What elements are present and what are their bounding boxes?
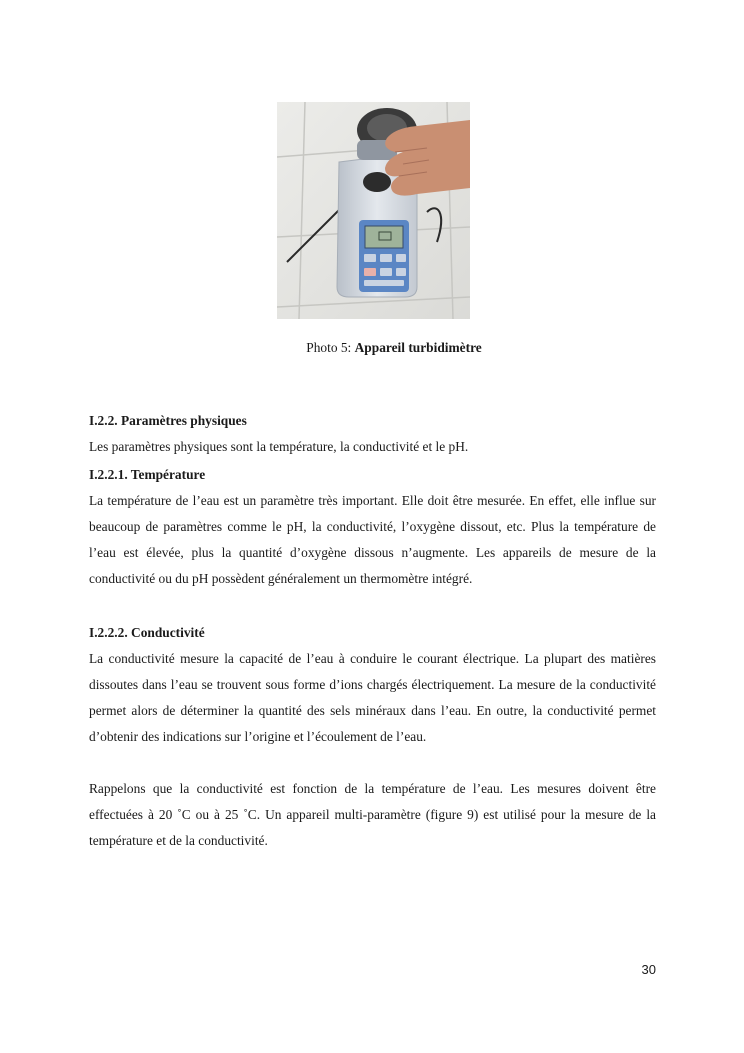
section-intro-text: Les paramètres physiques sont la température, la conductivité et le pH.	[89, 439, 469, 454]
temperature-paragraph-text: La température de l’eau est un paramètre très important. Elle doit être mesurée. En effet, elle influe sur beaucoup de paramètres comme le pH, la conductivité, l’oxygène dissout, etc. Plus la température de l’eau est élevée, plus la quantité d’oxygène dissous n’augmente. Les appareils de mesure de la conductivité ou du pH possèdent généralement un thermomètre intégré.	[89, 493, 656, 586]
figure-caption	[0, 339, 744, 357]
caption-title: Appareil turbidimètre	[354, 340, 482, 355]
conductivity-paragraph-1-text: La conductivité mesure la capacité de l’eau à conduire le courant électrique. La plupart des matières dissoutes dans l’eau se trouvent sous forme d’ions chargés électriquement. La mesure de la conductivité permet alors de déterminer la quantité des sels minéraux dans l’eau. En outre, la conductivité permet d’obtenir des indications sur l’origine et l’écoulement de l’eau.	[89, 651, 656, 744]
temperature-paragraph	[89, 488, 656, 592]
conductivity-heading	[89, 624, 656, 642]
conductivity-paragraph-1	[89, 646, 656, 750]
section-intro	[89, 434, 656, 460]
page-number: 30	[641, 962, 656, 977]
caption-prefix: Photo 5:	[306, 340, 355, 355]
section-heading	[89, 412, 656, 430]
section-heading-text: I.2.2. Paramètres physiques	[89, 413, 247, 428]
conductivity-heading-text: I.2.2.2. Conductivité	[89, 625, 205, 640]
temperature-heading-text: I.2.2.1. Température	[89, 467, 206, 482]
temperature-heading	[89, 466, 656, 484]
conductivity-paragraph-2	[89, 776, 656, 854]
conductivity-paragraph-2-text: Rappelons que la conductivité est fonction de la température de l’eau. Les mesures doivent être effectuées à 20 ˚C ou à 25 ˚C. Un appareil multi-paramètre (figure 9) est utilisé pour la mesure de la température et de la conductivité.	[89, 781, 656, 848]
turbidimeter-photo	[277, 102, 470, 319]
